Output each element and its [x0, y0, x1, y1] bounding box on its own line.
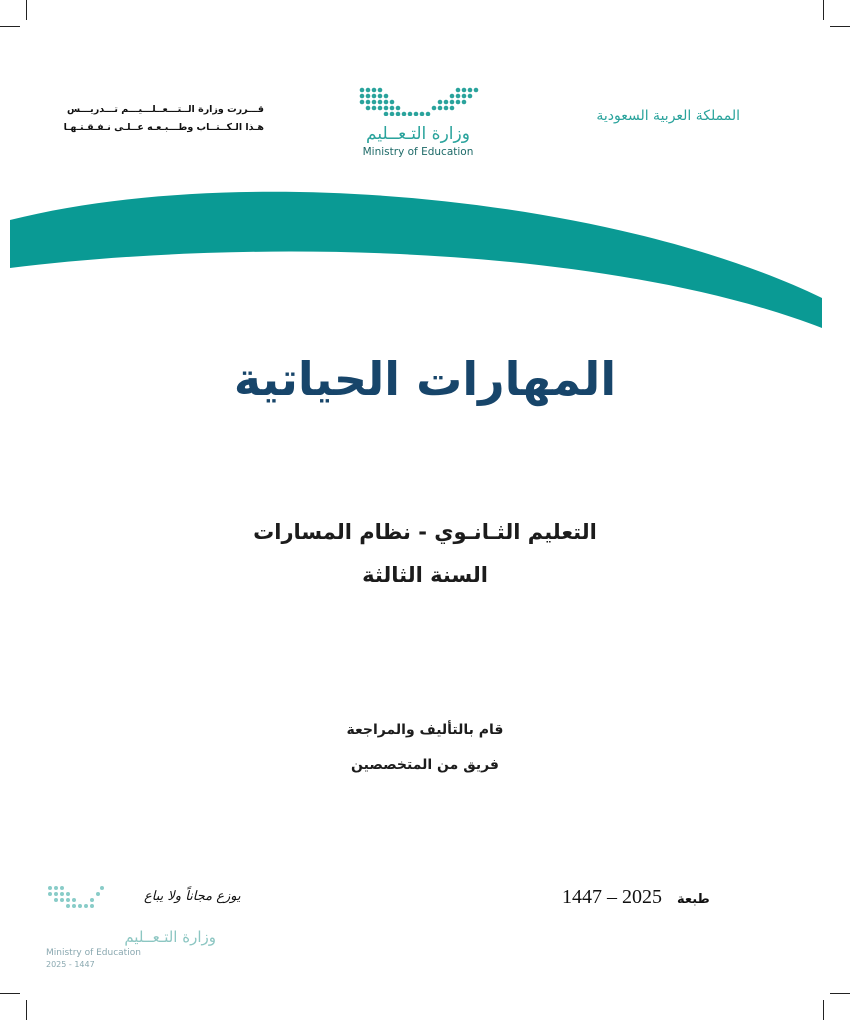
crop-mark	[0, 993, 20, 994]
education-stage: التعليم الثـانـوي - نظام المسارات	[253, 520, 597, 544]
approval-line-2: هـذا الـكــتــاب وطـــبـعـه عــلـى نـفـقـتـهـا	[63, 122, 264, 134]
ministry-logo-dots-icon	[46, 884, 106, 914]
ministry-name-english: Ministry of Education	[46, 948, 141, 958]
book-title: المهارات الحياتية	[233, 352, 617, 406]
ministry-name-english: Ministry of Education	[362, 146, 474, 158]
kingdom-name: المملكة العربية السعودية	[596, 108, 740, 124]
ministry-logo-dots-icon	[356, 86, 480, 116]
teal-swoosh-band	[0, 180, 850, 340]
crop-mark	[26, 1000, 27, 1020]
ministry-logo	[356, 86, 480, 158]
approval-note	[63, 101, 264, 137]
ministry-name-arabic: وزارة التـعــليم	[366, 124, 470, 144]
ministry-logo-footer	[46, 884, 241, 969]
footer-years: 2025 - 1447	[46, 960, 95, 969]
crop-mark	[830, 26, 850, 27]
approval-line-1: قـــررت وزارة الــتـــعــلـــيـــم تـــدريـــس	[67, 104, 264, 115]
edition-label: طبعة	[677, 892, 710, 907]
ministry-name-arabic: وزارة التـعــليم	[124, 928, 216, 946]
edition-info	[562, 886, 742, 909]
crop-mark	[26, 0, 27, 20]
school-year: السنة الثالثة	[362, 563, 488, 587]
crop-mark	[0, 26, 20, 27]
free-distribution-note: يوزع مجاناً ولا يباع	[144, 889, 241, 904]
author-team: فريق من المتخصصين	[351, 757, 499, 773]
edition-years: 1447 – 2025	[562, 886, 662, 908]
crop-mark	[823, 0, 824, 20]
authored-by-label: قام بالتأليف والمراجعة	[346, 722, 504, 738]
crop-mark	[823, 1000, 824, 1020]
crop-mark	[830, 993, 850, 994]
